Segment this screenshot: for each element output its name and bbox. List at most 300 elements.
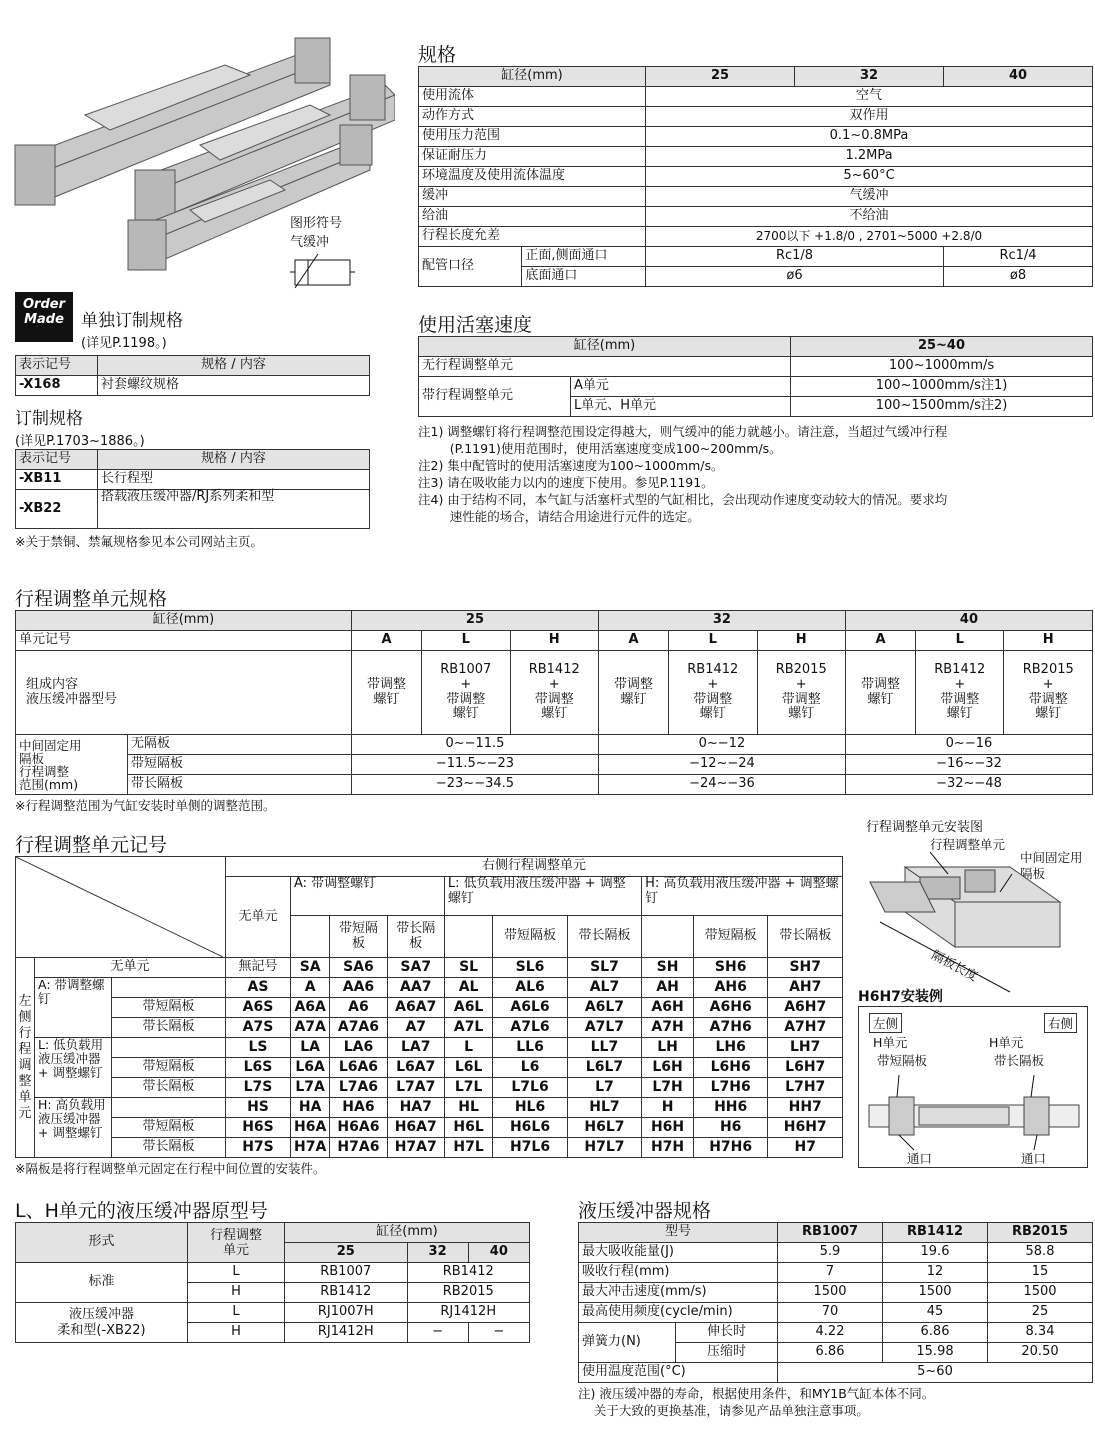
lh-model-section — [15, 1200, 530, 1343]
lh-model: RB1412 — [285, 1283, 408, 1303]
install-unit-label: 行程调整单元 — [930, 837, 1006, 852]
port-front-25-32: Rc1/8 — [646, 247, 944, 267]
su-comp-cell: RB2015 + 带调整 螺钉 — [757, 651, 845, 735]
spec-header-40: 40 — [943, 67, 1092, 87]
su-range-value: 0~−11.5 — [351, 735, 598, 755]
spec-row-value: 0.1~0.8MPa — [646, 127, 1093, 147]
shock-row-label: 最大冲击速度(mm/s) — [579, 1283, 778, 1303]
speed-note: (P.1191)使用范围时，使用活塞速度变成100~200mm/s。 — [418, 441, 782, 456]
order-made-content: 衬套螺纹规格 — [98, 376, 370, 396]
code-cell: AA7 — [387, 978, 444, 998]
code-long: 带长隔板 — [567, 916, 641, 958]
shock-cell: 4.22 — [778, 1323, 883, 1343]
code-cell: H — [642, 1098, 694, 1118]
h6h7-drawing-icon — [859, 1075, 1087, 1155]
h6h7-short: 带短隔板 — [877, 1053, 928, 1068]
speed-row2-label: 带行程调整单元 — [419, 377, 571, 417]
code-cell: A7 — [387, 1018, 444, 1038]
code-none-unit: 无单元 — [226, 877, 291, 958]
custom-ref: (详见P.1703~1886。) — [15, 434, 145, 449]
code-cell: AA6 — [330, 978, 387, 998]
code-cell: L7A7 — [387, 1078, 444, 1098]
custom-table — [15, 449, 370, 529]
code-cell: A7H — [642, 1018, 694, 1038]
shock-row-label: 吸收行程(mm) — [579, 1263, 778, 1283]
code-short: 带短隔板 — [493, 916, 567, 958]
shock-cell: 45 — [883, 1303, 988, 1323]
code-table — [15, 856, 843, 1158]
code-cell: H6 — [693, 1118, 768, 1138]
speed-note: 注2) 集中配管时的使用活塞速度为100~1000mm/s。 — [418, 458, 724, 473]
lh-header-unit: 行程调整 单元 — [188, 1223, 285, 1263]
code-cell: L7S — [226, 1078, 291, 1098]
code-group: H: 高负载用液压缓冲器 + 调整螺钉 — [642, 877, 843, 916]
spec-row-label: 动作方式 — [419, 107, 646, 127]
h6h7-section — [858, 986, 1090, 1168]
shock-comp-label: 压缩时 — [676, 1343, 778, 1363]
shock-header: RB2015 — [988, 1223, 1093, 1243]
speed-unit-a-value: 100~1000mm/s注1) — [791, 377, 1093, 397]
h6h7-h-unit-left: H单元 — [873, 1035, 908, 1050]
su-range-row-label: 带长隔板 — [128, 775, 352, 795]
code-cell: H7 — [768, 1138, 843, 1158]
lh-model: RJ1412H — [285, 1323, 408, 1343]
su-unit: L — [916, 631, 1004, 651]
code-cell: SL6 — [493, 958, 567, 978]
code-cell: L6A6 — [330, 1058, 387, 1078]
code-cell: H7A7 — [387, 1138, 444, 1158]
stroke-unit-table — [15, 610, 1093, 795]
lh-unit: H — [188, 1283, 285, 1303]
code-cell: LA7 — [387, 1038, 444, 1058]
su-range-row-label: 无隔板 — [128, 735, 352, 755]
spec-table — [418, 66, 1093, 287]
code-cell: SA7 — [387, 958, 444, 978]
shock-row-label: 最高使用频度(cycle/min) — [579, 1303, 778, 1323]
h6h7-port-right: 通口 — [1021, 1151, 1047, 1166]
code-left-group: H: 高负载用液压缓冲器 + 调整螺钉 — [35, 1098, 112, 1158]
spec-row-value: 气缓冲 — [646, 187, 1093, 207]
code-cell: AH7 — [768, 978, 843, 998]
speed-note: 注3) 请在吸收能力以内的速度下使用。参见P.1191。 — [418, 475, 714, 490]
shock-header: RB1007 — [778, 1223, 883, 1243]
su-range-value: −16~−32 — [845, 755, 1092, 775]
code-cell: L6 — [493, 1058, 567, 1078]
lh-header-type: 形式 — [16, 1223, 188, 1263]
code-cell: LA6 — [330, 1038, 387, 1058]
code-long: 带长隔板 — [387, 916, 444, 958]
su-comp-cell: RB1412 + 带调整 螺钉 — [510, 651, 598, 735]
custom-code: -XB11 — [16, 470, 98, 490]
speed-header-bore: 缸径(mm) — [419, 337, 791, 357]
code-cell: HL7 — [567, 1098, 641, 1118]
code-row-label: 带长隔板 — [112, 1138, 226, 1158]
code-left-group: L: 低负载用液压缓冲器 + 调整螺钉 — [35, 1038, 112, 1098]
su-comp-label: 液压缓冲器型号 — [26, 691, 118, 707]
code-cell: L6A — [291, 1058, 330, 1078]
order-made-section — [15, 292, 370, 396]
order-made-header-code: 表示记号 — [16, 356, 98, 376]
code-cell: H7L — [444, 1138, 492, 1158]
speed-row1-value: 100~1000mm/s — [791, 357, 1093, 377]
code-cell: H7H — [642, 1138, 694, 1158]
shock-note: 关于大致的更换基准，请参见产品单独注意事项。 — [578, 1403, 869, 1418]
code-cell: AH6 — [693, 978, 768, 998]
port-bottom-40: ø8 — [943, 267, 1092, 287]
code-cell: AL6 — [493, 978, 567, 998]
su-unit: L — [422, 631, 510, 651]
su-unit: H — [1004, 631, 1093, 651]
su-unit: H — [757, 631, 845, 651]
shock-cell: 6.86 — [778, 1343, 883, 1363]
shock-cell: 25 — [988, 1303, 1093, 1323]
graphic-symbol — [290, 212, 370, 302]
su-unit: L — [669, 631, 757, 651]
spec-row-value: 空气 — [646, 87, 1093, 107]
code-cell: L7L6 — [493, 1078, 567, 1098]
code-cell: A6H — [642, 998, 694, 1018]
code-cell: A7L — [444, 1018, 492, 1038]
install-drawing-icon — [860, 852, 1092, 1002]
shock-cell: 19.6 — [883, 1243, 988, 1263]
code-cell: A6H6 — [693, 998, 768, 1018]
spec-row-label: 使用压力范围 — [419, 127, 646, 147]
code-row-label — [112, 1098, 226, 1118]
custom-code: -XB22 — [16, 490, 98, 529]
port-label: 配管口径 — [419, 247, 522, 287]
code-cell: L7L — [444, 1078, 492, 1098]
code-row-label — [112, 1038, 226, 1058]
su-comp-label: 组成内容 — [26, 676, 79, 692]
su-note: ※行程调整范围为气缸安装时单侧的调整范围。 — [15, 798, 276, 813]
shock-cell: 15 — [988, 1263, 1093, 1283]
symbol-title: 图形符号 — [290, 216, 343, 231]
code-cell: H7L6 — [493, 1138, 567, 1158]
code-cell: LH — [642, 1038, 694, 1058]
lh-model: RB1412 — [407, 1263, 530, 1283]
code-row-label — [112, 978, 226, 998]
speed-unit-a: A单元 — [571, 377, 791, 397]
speed-header-range: 25~40 — [791, 337, 1093, 357]
code-right-label: 右侧行程调整单元 — [226, 857, 843, 877]
su-range-value: −12~−24 — [598, 755, 845, 775]
lh-model: RJ1007H — [285, 1303, 408, 1323]
code-cell: L — [444, 1038, 492, 1058]
su-range-label: 中间固定用 隔板 行程调整 范围(mm) — [16, 735, 128, 795]
lh-model: − — [468, 1323, 529, 1343]
code-cell: AL7 — [567, 978, 641, 998]
shock-temp-label: 使用温度范围(°C) — [579, 1363, 778, 1383]
code-cell: 無記号 — [226, 958, 291, 978]
code-cell: L6H — [642, 1058, 694, 1078]
spec-row-label: 保证耐压力 — [419, 147, 646, 167]
speed-notes — [418, 423, 1093, 525]
shock-cell: 20.50 — [988, 1343, 1093, 1363]
code-cell: L7H6 — [693, 1078, 768, 1098]
su-comp-cell: 带调整 螺钉 — [598, 651, 668, 735]
shock-section — [578, 1200, 1093, 1419]
code-cell: HA7 — [387, 1098, 444, 1118]
su-bore: 40 — [845, 611, 1092, 631]
code-cell: SA6 — [330, 958, 387, 978]
order-made-logo — [15, 292, 73, 342]
custom-content: 长行程型 — [98, 470, 370, 490]
stroke-tolerance-value: 2700以下 +1.8/0 , 2701~5000 +2.8/0 — [646, 227, 1093, 247]
shock-ext-label: 伸长时 — [676, 1323, 778, 1343]
custom-note: ※关于禁铜、禁氟规格参见本公司网站主页。 — [15, 534, 263, 549]
code-cell: HL — [444, 1098, 492, 1118]
spec-row-value: 5~60°C — [646, 167, 1093, 187]
shock-cell: 15.98 — [883, 1343, 988, 1363]
code-cell: L7H — [642, 1078, 694, 1098]
code-cell: SL7 — [567, 958, 641, 978]
custom-header-code: 表示记号 — [16, 450, 98, 470]
lh-unit: L — [188, 1263, 285, 1283]
code-cell: LH7 — [768, 1038, 843, 1058]
code-cell: LH6 — [693, 1038, 768, 1058]
code-cell: A6L6 — [493, 998, 567, 1018]
speed-note: 注4) 由于结构不同，本气缸与活塞杆式型的气缸相比，会出现动作速度变动较大的情况。要求均 — [418, 492, 948, 507]
order-made-code: -X168 — [16, 376, 98, 396]
speed-table — [418, 336, 1093, 417]
code-left-group: A: 带调整螺钉 — [35, 978, 112, 1038]
shock-note: 注) 液压缓冲器的寿命，根据使用条件，和MY1B气缸本体不同。 — [578, 1386, 935, 1401]
code-cell: SH6 — [693, 958, 768, 978]
code-row-label: 带长隔板 — [112, 1078, 226, 1098]
su-unit: H — [510, 631, 598, 651]
symbol-subtitle: 气缓冲 — [290, 235, 330, 250]
order-made-logo-line2: Made — [24, 312, 64, 327]
lh-model: − — [407, 1323, 468, 1343]
spec-row-label: 给油 — [419, 207, 646, 227]
code-cell: LS — [226, 1038, 291, 1058]
su-comp-cell: RB1007 + 带调整 螺钉 — [422, 651, 510, 735]
su-range-value: −11.5~−23 — [351, 755, 598, 775]
su-unit: A — [598, 631, 668, 651]
order-made-ref: (详见P.1198。) — [81, 336, 167, 351]
h6h7-long: 带长隔板 — [994, 1053, 1045, 1068]
lh-model: RB1007 — [285, 1263, 408, 1283]
code-cell: L6L — [444, 1058, 492, 1078]
stroke-unit-section — [15, 588, 1093, 814]
shock-cell: 58.8 — [988, 1243, 1093, 1263]
lh-model: RB2015 — [407, 1283, 530, 1303]
code-cell: HH6 — [693, 1098, 768, 1118]
code-cell: A7S — [226, 1018, 291, 1038]
code-cell: AS — [226, 978, 291, 998]
code-group: A: 带调整螺钉 — [291, 877, 445, 916]
code-row-label: 带长隔板 — [112, 1018, 226, 1038]
lh-bore: 40 — [468, 1243, 529, 1263]
order-made-header-content: 规格 / 内容 — [98, 356, 370, 376]
install-title: 行程调整单元安装图 — [866, 820, 984, 835]
stroke-unit-title: 行程调整单元规格 — [15, 588, 168, 610]
install-spacer-label: 中间固定用 隔板 — [1020, 850, 1083, 881]
su-unit: A — [845, 631, 915, 651]
order-made-title: 单独订制规格 — [81, 311, 183, 331]
code-cell: LL6 — [493, 1038, 567, 1058]
h6h7-left: 左侧 — [869, 1013, 902, 1033]
h6h7-right: 右侧 — [1044, 1013, 1077, 1033]
code-short: 带短隔板 — [693, 916, 768, 958]
shock-cell: 8.34 — [988, 1323, 1093, 1343]
code-cell: A7H7 — [768, 1018, 843, 1038]
spec-header-25: 25 — [646, 67, 795, 87]
port-front-40: Rc1/4 — [943, 247, 1092, 267]
code-left-label: 左侧行程调整单元 — [16, 958, 35, 1158]
code-cell: A6L7 — [567, 998, 641, 1018]
port-front-label: 正面,侧面通口 — [522, 247, 646, 267]
shock-spring: 弹簧力(N) — [579, 1323, 676, 1363]
code-cell: A7A — [291, 1018, 330, 1038]
su-bore: 25 — [351, 611, 598, 631]
code-cell: LL7 — [567, 1038, 641, 1058]
code-cell: H7S — [226, 1138, 291, 1158]
shock-cell: 1500 — [988, 1283, 1093, 1303]
h6h7-h-unit-right: H单元 — [989, 1035, 1024, 1050]
code-short: 带短隔板 — [330, 916, 387, 958]
code-cell: A — [291, 978, 330, 998]
lh-unit: L — [188, 1303, 285, 1323]
su-range-value: 0~−16 — [845, 735, 1092, 755]
speed-note: 速性能的场合，请结合用途进行元件的选定。 — [418, 509, 700, 524]
shock-title: 液压缓冲器规格 — [578, 1200, 712, 1222]
code-cell: L6S — [226, 1058, 291, 1078]
code-cell: A6H7 — [768, 998, 843, 1018]
lh-std: 标准 — [16, 1263, 188, 1303]
shock-cell: 1500 — [883, 1283, 988, 1303]
order-made-table — [15, 355, 370, 396]
code-title: 行程调整单元记号 — [15, 834, 168, 856]
code-cell: L6H6 — [693, 1058, 768, 1078]
code-long: 带长隔板 — [768, 916, 843, 958]
lh-bore: 25 — [285, 1243, 408, 1263]
lh-model-title: L、H单元的液压缓冲器原型号 — [15, 1200, 268, 1222]
su-unit: A — [351, 631, 421, 651]
code-cell: H6A6 — [330, 1118, 387, 1138]
su-range-value: −32~−48 — [845, 775, 1092, 795]
code-cell: A6 — [330, 998, 387, 1018]
code-cell: A7H6 — [693, 1018, 768, 1038]
code-cell: AL — [444, 978, 492, 998]
su-comp-cell: RB1412 + 带调整 螺钉 — [669, 651, 757, 735]
diagonal-line-icon — [16, 857, 223, 957]
spec-title: 规格 — [418, 44, 457, 66]
code-cell: H6A — [291, 1118, 330, 1138]
spec-header-32: 32 — [795, 67, 944, 87]
code-cell: A6L — [444, 998, 492, 1018]
code-cell: H7H6 — [693, 1138, 768, 1158]
code-cell: SL — [444, 958, 492, 978]
code-row-label: 无单元 — [35, 958, 226, 978]
code-cell: H7A6 — [330, 1138, 387, 1158]
spec-row-label: 缓冲 — [419, 187, 646, 207]
shock-cell: 12 — [883, 1263, 988, 1283]
su-unit-label: 单元记号 — [16, 631, 352, 651]
speed-title: 使用活塞速度 — [418, 314, 533, 336]
code-cell: L7A — [291, 1078, 330, 1098]
code-cell: L7A6 — [330, 1078, 387, 1098]
lh-header-bore: 缸径(mm) — [285, 1223, 530, 1243]
port-bottom-label: 底面通口 — [522, 267, 646, 287]
code-section — [15, 834, 845, 1177]
shock-cell: 1500 — [778, 1283, 883, 1303]
su-bore: 32 — [598, 611, 845, 631]
code-cell: A6A7 — [387, 998, 444, 1018]
code-cell: L7H7 — [768, 1078, 843, 1098]
code-row-label: 带短隔板 — [112, 1118, 226, 1138]
code-note: ※隔板是将行程调整单元固定在行程中间位置的安装件。 — [15, 1161, 326, 1176]
spec-row-value: 1.2MPa — [646, 147, 1093, 167]
code-cell: HL6 — [493, 1098, 567, 1118]
code-cell: H7L7 — [567, 1138, 641, 1158]
port-bottom-25-32: ø6 — [646, 267, 944, 287]
h6h7-port-left: 通口 — [907, 1151, 933, 1166]
speed-unit-lh-value: 100~1500mm/s注2) — [791, 397, 1093, 417]
install-length-label: 隔板长度 — [929, 947, 981, 984]
speed-unit-lh: L单元、H单元 — [571, 397, 791, 417]
code-cell: L6H7 — [768, 1058, 843, 1078]
stroke-tolerance-label: 行程长度允差 — [419, 227, 646, 247]
code-cell: L7 — [567, 1078, 641, 1098]
lh-model: RJ1412H — [407, 1303, 530, 1323]
code-cell: H6L — [444, 1118, 492, 1138]
install-diagram — [860, 816, 1092, 996]
code-cell: H6L7 — [567, 1118, 641, 1138]
code-cell: LA — [291, 1038, 330, 1058]
code-row-label: 带短隔板 — [112, 998, 226, 1018]
code-cell: H6S — [226, 1118, 291, 1138]
shock-header: RB1412 — [883, 1223, 988, 1243]
shock-cell: 5.9 — [778, 1243, 883, 1263]
spec-row-label: 环境温度及使用流体温度 — [419, 167, 646, 187]
code-cell: L6A7 — [387, 1058, 444, 1078]
code-cell: HS — [226, 1098, 291, 1118]
spec-row-value: 双作用 — [646, 107, 1093, 127]
shock-cell: 70 — [778, 1303, 883, 1323]
speed-section — [418, 314, 1093, 525]
code-cell: HH7 — [768, 1098, 843, 1118]
su-comp-cell: RB1412 + 带调整 螺钉 — [916, 651, 1004, 735]
shock-row-label: 最大吸收能量(J) — [579, 1243, 778, 1263]
code-group: L: 低负载用液压缓冲器 + 调整螺钉 — [444, 877, 641, 916]
shock-header-model: 型号 — [579, 1223, 778, 1243]
code-cell: H6L6 — [493, 1118, 567, 1138]
code-cell: AH — [642, 978, 694, 998]
lh-unit: H — [188, 1323, 285, 1343]
code-cell: A7L7 — [567, 1018, 641, 1038]
lh-model-table — [15, 1222, 530, 1343]
shock-table — [578, 1222, 1093, 1383]
code-cell: H6H — [642, 1118, 694, 1138]
code-cell: HA — [291, 1098, 330, 1118]
code-cell: SH7 — [768, 958, 843, 978]
code-cell: HA6 — [330, 1098, 387, 1118]
su-header-bore: 缸径(mm) — [16, 611, 352, 631]
lh-soft: 液压缓冲器 柔和型(-XB22) — [16, 1303, 188, 1343]
order-made-logo-line1: Order — [23, 297, 65, 312]
code-cell: H6H7 — [768, 1118, 843, 1138]
code-cell: A7L6 — [493, 1018, 567, 1038]
code-cell: SA — [291, 958, 330, 978]
spec-row-value: 不给油 — [646, 207, 1093, 227]
code-cell: SH — [642, 958, 694, 978]
spec-row-label: 使用流体 — [419, 87, 646, 107]
lh-bore: 32 — [407, 1243, 468, 1263]
su-range-value: 0~−12 — [598, 735, 845, 755]
custom-header-content: 规格 / 内容 — [98, 450, 370, 470]
code-cell: A6A — [291, 998, 330, 1018]
